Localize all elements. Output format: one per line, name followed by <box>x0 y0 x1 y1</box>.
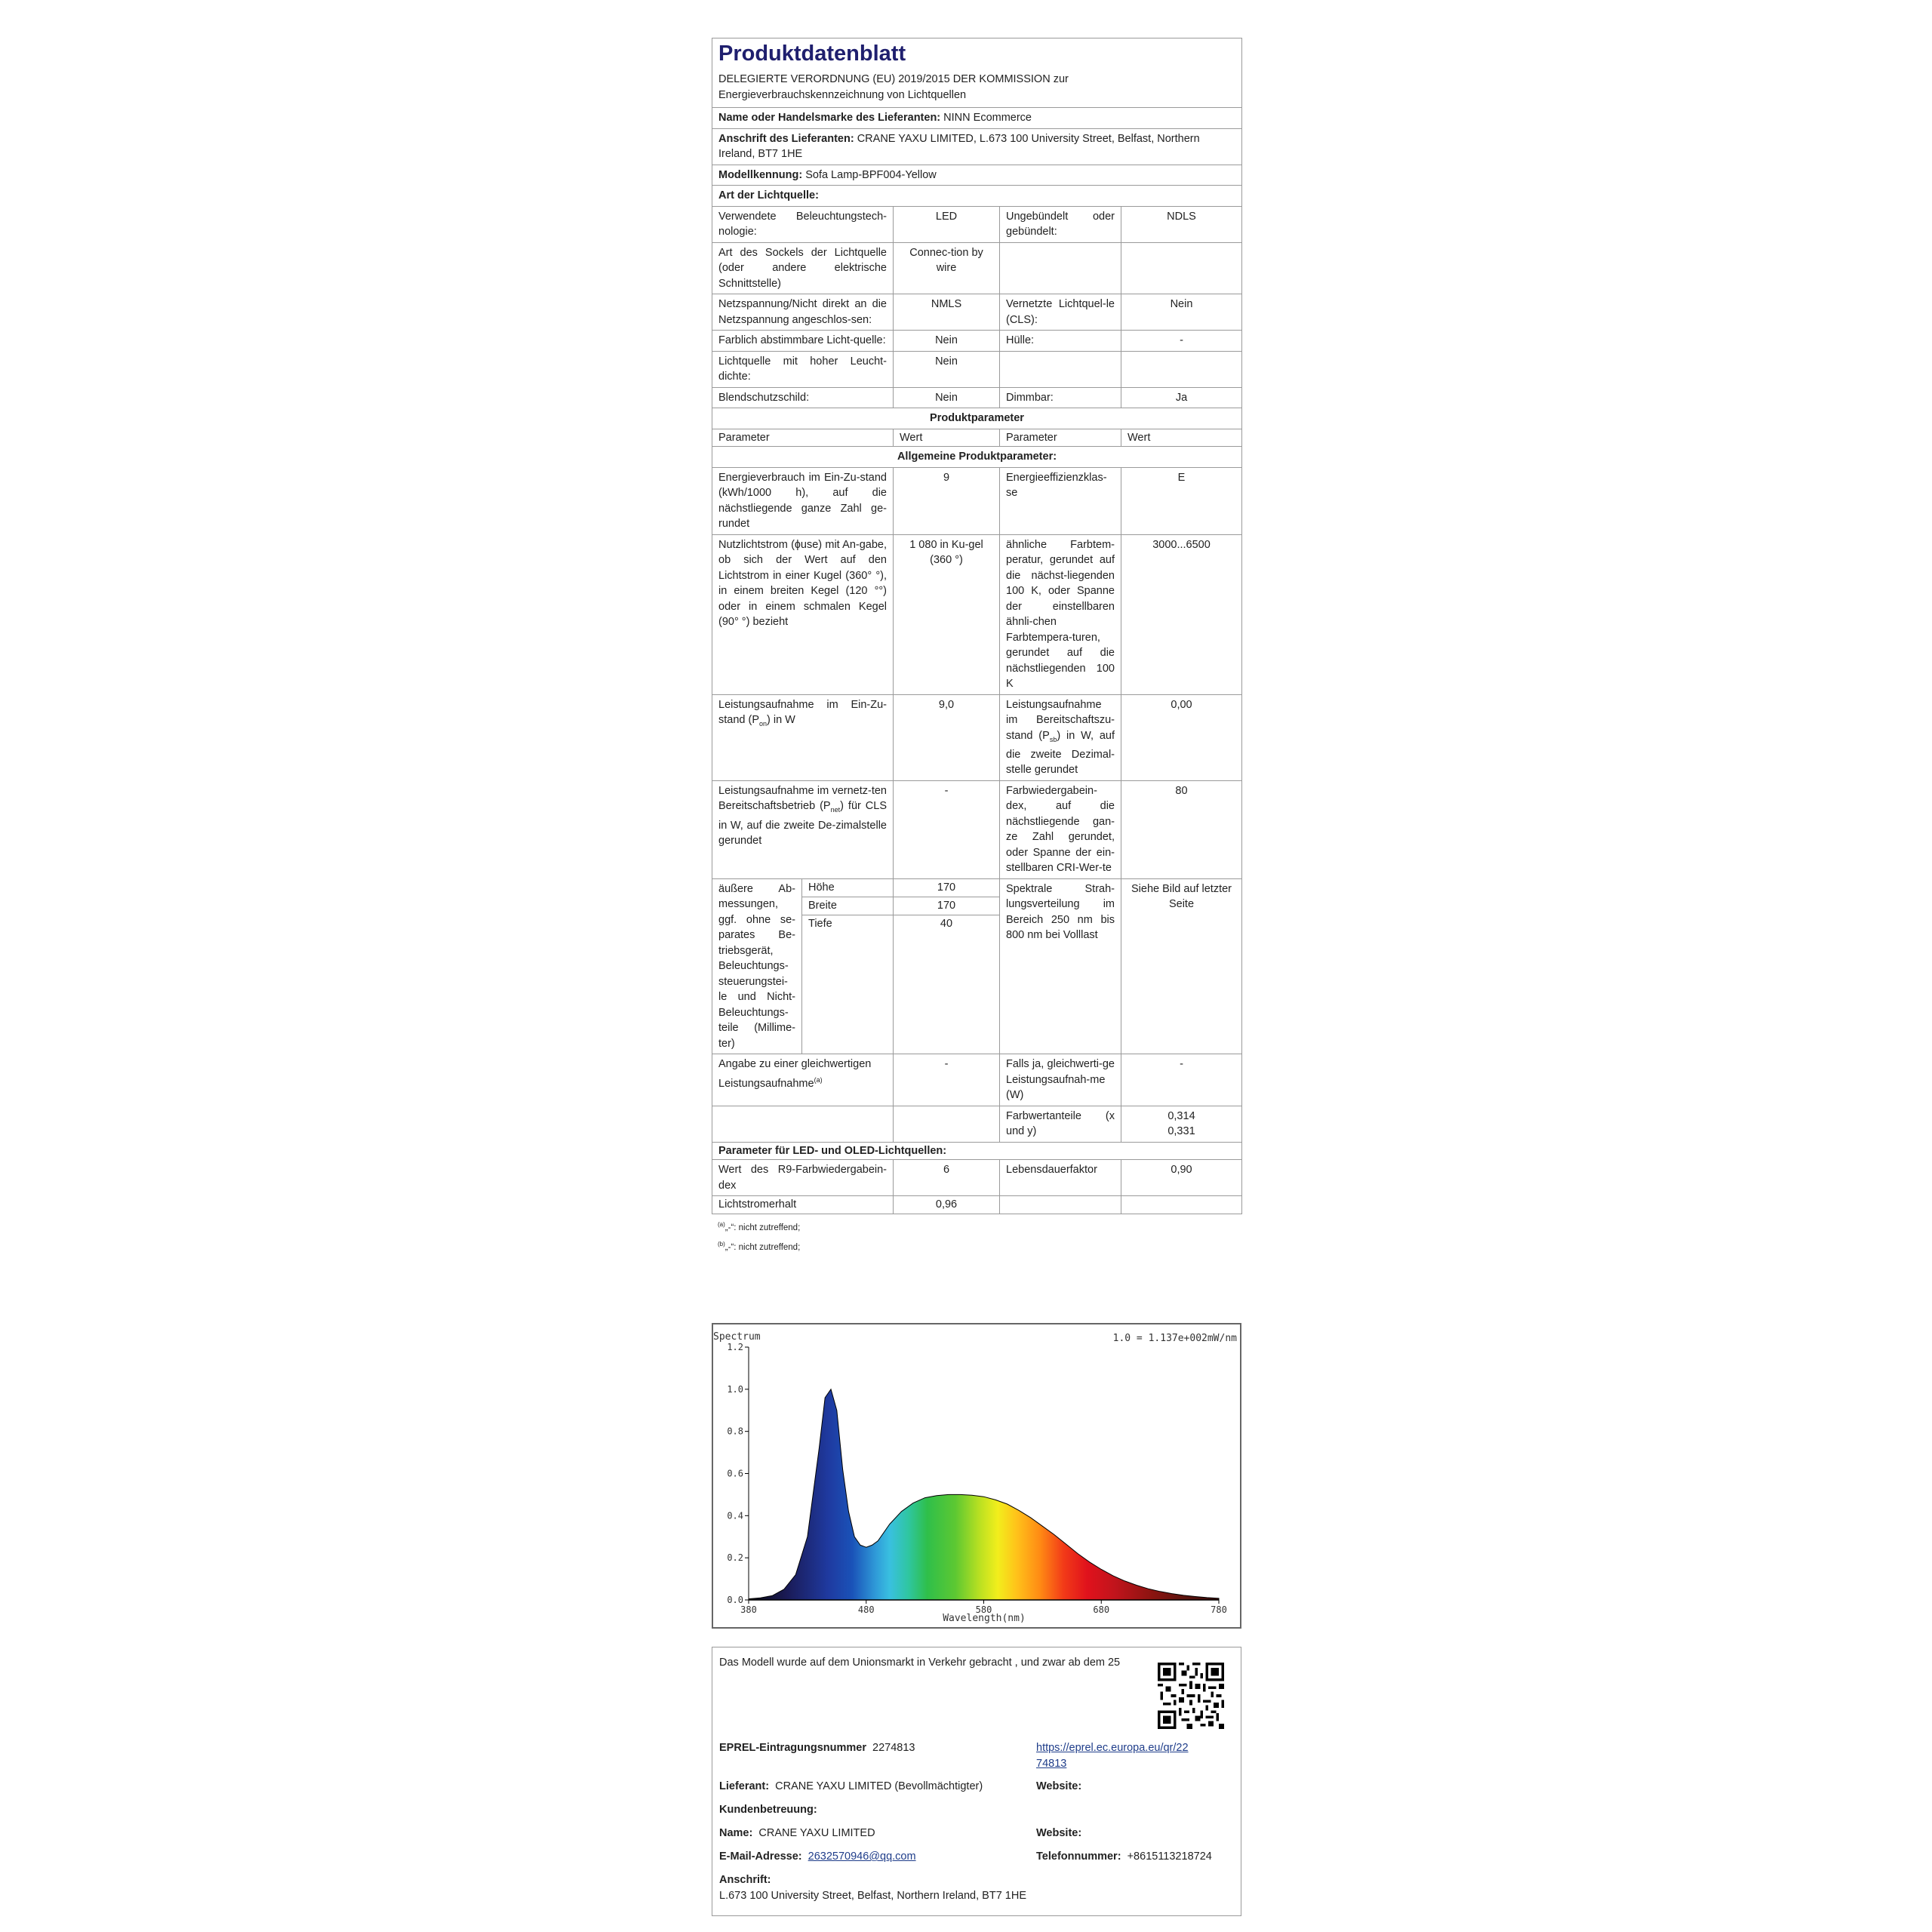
y-tick-label: 0.6 <box>727 1468 743 1479</box>
param-label: Farbwertanteile (x und y) <box>1000 1106 1121 1142</box>
footnote-mark: (a) <box>718 1220 725 1228</box>
email-label: E-Mail-Adresse: <box>719 1850 802 1863</box>
param-label-part: ) in W, auf die zweite Dezimal-stelle gerundet <box>1006 729 1115 777</box>
param-row <box>712 1196 1242 1214</box>
ls-label-2: Dimmbar: <box>1000 387 1121 408</box>
param-value: 9,0 <box>894 694 1000 780</box>
col-header-value: Wert <box>1121 429 1242 447</box>
footnotes <box>718 1217 1241 1256</box>
param-label: ähnliche Farbtem-peratur, gerundet auf die nächst-liegenden 100 K, oder Spanne der einstellbaren ähnli-chen Farbtempera-turen, gerundet auf die nächstliegenden 100 K <box>1000 534 1121 694</box>
eprel-link[interactable] <box>1036 1740 1189 1772</box>
param-label: Farbwiedergabein-dex, auf die nächstliegende gan-ze Zahl gerundet, oder Spanne der ein-stellbaren CRI-Wer-te <box>1000 780 1121 878</box>
title-row <box>712 38 1242 108</box>
param-row <box>712 1106 1242 1142</box>
phone-row <box>1036 1849 1212 1865</box>
footnote-text: „-“: nicht zutreffend; <box>724 1223 801 1232</box>
dimensions-row <box>712 878 1242 897</box>
footnote <box>718 1236 1241 1256</box>
ls-label-2: Hülle: <box>1000 331 1121 352</box>
product-datasheet <box>712 38 1241 1256</box>
param-value: 3000...6500 <box>1121 534 1242 694</box>
registration-panel <box>712 1647 1241 1916</box>
chart-scale-note: 1.0 = 1.137e+002mW/nm <box>1112 1333 1237 1344</box>
param-value: 9 <box>894 467 1000 534</box>
spectrum-label: Spektrale Strah-lungsverteilung im Bereich 250 nm bis 800 nm bei Volllast <box>1000 878 1121 1054</box>
param-value <box>1121 1106 1242 1142</box>
param-label <box>712 1054 894 1106</box>
light-source-row <box>712 351 1242 387</box>
product-params-heading: Produktparameter <box>712 408 1242 429</box>
page-title: Produktdatenblatt <box>718 42 906 66</box>
ls-value-1: Nein <box>894 387 1000 408</box>
param-value: 0,96 <box>894 1196 1000 1214</box>
ls-value-2: - <box>1121 331 1242 352</box>
param-label-part: Leistungsaufnahme im Bereitschaftszu-stand (P <box>1006 698 1115 742</box>
market-text: Das Modell wurde auf dem Unionsmarkt in Verkehr gebracht , und zwar ab dem 25 <box>719 1657 1121 1669</box>
customer-service-label: Kundenbetreuung: <box>719 1804 817 1816</box>
param-label: Lebensdauerfaktor <box>1000 1160 1121 1196</box>
param-label: Energieverbrauch im Ein-Zu-stand (kWh/1000 h), auf die nächstliegende ganze Zahl ge-rundet <box>712 467 894 534</box>
footnote <box>718 1217 1241 1236</box>
ls-value-1: LED <box>894 206 1000 242</box>
param-value: - <box>1121 1054 1242 1106</box>
service-name-label: Name: <box>719 1827 753 1839</box>
model-value: Sofa Lamp-BPF004-Yellow <box>805 168 937 181</box>
light-source-row <box>712 206 1242 242</box>
supplier-name-row <box>712 108 1242 129</box>
param-row <box>712 1054 1242 1106</box>
supplier-address-row <box>712 128 1242 165</box>
ls-value-2 <box>1121 242 1242 294</box>
led-params-heading-row <box>712 1142 1242 1160</box>
ls-value-2 <box>1121 351 1242 387</box>
ls-value-1: Nein <box>894 331 1000 352</box>
ls-label-2 <box>1000 242 1121 294</box>
email-row <box>719 1849 916 1865</box>
ls-label-2: Vernetzte Lichtquel-le (CLS): <box>1000 294 1121 331</box>
param-label <box>1000 694 1121 780</box>
eprel-link-line[interactable]: https://eprel.ec.europa.eu/qr/22 <box>1036 1742 1189 1754</box>
spectrum-area <box>749 1389 1219 1600</box>
param-label-part: Leistungsaufnahme im Ein-Zu-stand (P <box>718 698 887 726</box>
general-params-heading: Allgemeine Produktparameter: <box>712 447 1242 468</box>
qr-code-icon[interactable] <box>1158 1663 1224 1729</box>
param-row <box>712 534 1242 694</box>
ls-label-2: Ungebündelt oder gebündelt: <box>1000 206 1121 242</box>
y-tick-label: 0.4 <box>727 1510 743 1521</box>
param-value: 0,00 <box>1121 694 1242 780</box>
depth-value: 40 <box>894 915 1000 1054</box>
ls-value-1: Connec-tion by wire <box>894 242 1000 294</box>
param-label-part: ) für CLS in W, auf die zweite De-zimalstelle gerundet <box>718 800 887 848</box>
address-value: L.673 100 University Street, Belfast, Northern Ireland, BT7 1HE <box>719 1890 1027 1902</box>
y-tick-label: 0.0 <box>727 1595 743 1605</box>
eprel-link-line[interactable]: 74813 <box>1036 1758 1067 1770</box>
ls-value-2: Ja <box>1121 387 1242 408</box>
light-source-row <box>712 387 1242 408</box>
param-row <box>712 694 1242 780</box>
param-label <box>712 694 894 780</box>
param-label-part: Angabe zu einer gleichwertigen Leistungsaufnahme <box>718 1058 872 1090</box>
ls-value-1: Nein <box>894 351 1000 387</box>
height-value: 170 <box>894 878 1000 897</box>
param-row <box>712 780 1242 878</box>
product-params-heading-row <box>712 408 1242 429</box>
spectrum-chart-svg <box>713 1324 1240 1627</box>
width-label: Breite <box>802 897 894 915</box>
param-value: - <box>894 1054 1000 1106</box>
light-source-row <box>712 242 1242 294</box>
supplier-name-label: Name oder Handelsmarke des Lieferanten: <box>718 112 941 124</box>
depth-label: Tiefe <box>802 915 894 1054</box>
param-subscript: sb <box>1049 735 1057 743</box>
phone-value: +8615113218724 <box>1127 1850 1212 1863</box>
ls-label-1: Netzspannung/Nicht direkt an die Netzspannung angeschlos-sen: <box>712 294 894 331</box>
param-label-part: ) in W <box>767 714 795 726</box>
footnote-ref: (a) <box>814 1075 823 1084</box>
x-tick-label: 480 <box>857 1604 875 1615</box>
light-source-row <box>712 294 1242 331</box>
phone-label: Telefonnummer: <box>1036 1850 1121 1863</box>
param-label: Nutzlichtstrom (ɸuse) mit An-gabe, ob sich der Wert auf den Lichtstrom in einer Kugel (360° °), in einem breiten Kegel (120 °°) oder in einem schmalen Kegel (90° °) bezieht <box>712 534 894 694</box>
param-label: Energieeffizienzklas-se <box>1000 467 1121 534</box>
chroma-y-value: 0,331 <box>1168 1125 1195 1138</box>
param-value: 0,90 <box>1121 1160 1242 1196</box>
height-label: Höhe <box>802 878 894 897</box>
regulation-subtitle: DELEGIERTE VERORDNUNG (EU) 2019/2015 DER KOMMISSION zur Energieverbrauchskennzeichnung von Lichtquellen <box>718 73 1069 101</box>
email-link[interactable]: 2632570946@qq.com <box>808 1850 916 1863</box>
light-source-heading-row <box>712 186 1242 207</box>
eprel-number: 2274813 <box>872 1742 915 1754</box>
param-subscript: on <box>759 719 768 728</box>
website-label: Website: <box>1036 1780 1082 1792</box>
column-header-row <box>712 429 1242 447</box>
param-label: Wert des R9-Farbwiedergabein-dex <box>712 1160 894 1196</box>
ls-value-2: Nein <box>1121 294 1242 331</box>
model-label: Modellkennung: <box>718 168 803 181</box>
ls-value-1: NMLS <box>894 294 1000 331</box>
ls-value-2: NDLS <box>1121 206 1242 242</box>
led-params-heading: Parameter für LED- und OLED-Lichtquellen: <box>718 1144 947 1157</box>
param-value: E <box>1121 467 1242 534</box>
ls-label-1: Art des Sockels der Lichtquelle (oder andere elektrische Schnittstelle) <box>712 242 894 294</box>
ls-label-1: Verwendete Beleuchtungstech-nologie: <box>712 206 894 242</box>
x-tick-label: 780 <box>1211 1604 1227 1615</box>
x-tick-label: 380 <box>740 1604 757 1615</box>
service-name-value: CRANE YAXU LIMITED <box>758 1827 875 1839</box>
supplier-row <box>719 1779 983 1795</box>
col-header-value: Wert <box>894 429 1000 447</box>
y-tick-label: 0.2 <box>727 1552 743 1564</box>
ls-label-1: Farblich abstimmbare Licht-quelle: <box>712 331 894 352</box>
param-label-part: Leistungsaufnahme im vernetz-ten Bereitschaftsbetrieb (P <box>718 784 887 813</box>
supplier-value: CRANE YAXU LIMITED (Bevollmächtigter) <box>775 1780 983 1792</box>
y-tick-label: 0.8 <box>727 1426 743 1437</box>
footnote-text: „-“: nicht zutreffend; <box>724 1242 801 1252</box>
supplier-label: Lieferant: <box>719 1780 770 1792</box>
light-source-heading: Art der Lichtquelle: <box>718 189 819 202</box>
width-value: 170 <box>894 897 1000 915</box>
param-row <box>712 467 1242 534</box>
dimensions-label: äußere Ab-messungen, ggf. ohne se-parates Be-triebsgerät, Beleuchtungs-steuerungstei-le und Nicht-Beleuchtungs-teile (Millime-ter) <box>712 878 802 1054</box>
light-source-row <box>712 331 1242 352</box>
eprel-row <box>719 1740 915 1756</box>
ls-label-1: Lichtquelle mit hoher Leucht-dichte: <box>712 351 894 387</box>
y-tick-label: 1.2 <box>727 1342 743 1352</box>
param-label: Falls ja, gleichwerti-ge Leistungsaufnah-me (W) <box>1000 1054 1121 1106</box>
param-row <box>712 1160 1242 1196</box>
param-label <box>712 780 894 878</box>
x-tick-label: 580 <box>975 1604 992 1615</box>
supplier-name-value: NINN Ecommerce <box>943 112 1032 124</box>
ls-label-2 <box>1000 351 1121 387</box>
y-axis <box>727 1342 749 1605</box>
spectrum-value: Siehe Bild auf letzter Seite <box>1121 878 1242 1054</box>
general-params-heading-row <box>712 447 1242 468</box>
param-subscript: net <box>830 806 841 814</box>
supplier-address-value: CRANE YAXU LIMITED, L.673 100 University Street, Belfast, Northern Ireland, BT7 1HE <box>718 132 1200 160</box>
col-header-param: Parameter <box>712 429 894 447</box>
address-row <box>719 1872 1026 1904</box>
x-axis-label: Wavelength(nm) <box>943 1613 1026 1624</box>
param-value: 1 080 in Ku-gel (360 °) <box>894 534 1000 694</box>
y-tick-label: 1.0 <box>727 1383 743 1395</box>
param-value: - <box>894 780 1000 878</box>
param-value: 6 <box>894 1160 1000 1196</box>
eprel-label: EPREL-Eintragungsnummer <box>719 1742 866 1754</box>
param-value: 80 <box>1121 780 1242 878</box>
website-label: Website: <box>1036 1827 1082 1839</box>
col-header-param: Parameter <box>1000 429 1121 447</box>
chroma-x-value: 0,314 <box>1168 1109 1195 1122</box>
service-name-row <box>719 1826 875 1841</box>
param-label: Lichtstromerhalt <box>712 1196 894 1214</box>
x-tick-label: 680 <box>1093 1604 1110 1615</box>
model-row <box>712 165 1242 186</box>
chart-title: Spectrum <box>713 1331 761 1343</box>
footnote-mark: (b) <box>718 1240 725 1247</box>
spectrum-chart <box>712 1323 1241 1629</box>
supplier-address-label: Anschrift des Lieferanten: <box>718 132 854 145</box>
address-label: Anschrift: <box>719 1874 771 1886</box>
ls-label-1: Blendschutzschild: <box>712 387 894 408</box>
datasheet-table <box>712 38 1242 1214</box>
